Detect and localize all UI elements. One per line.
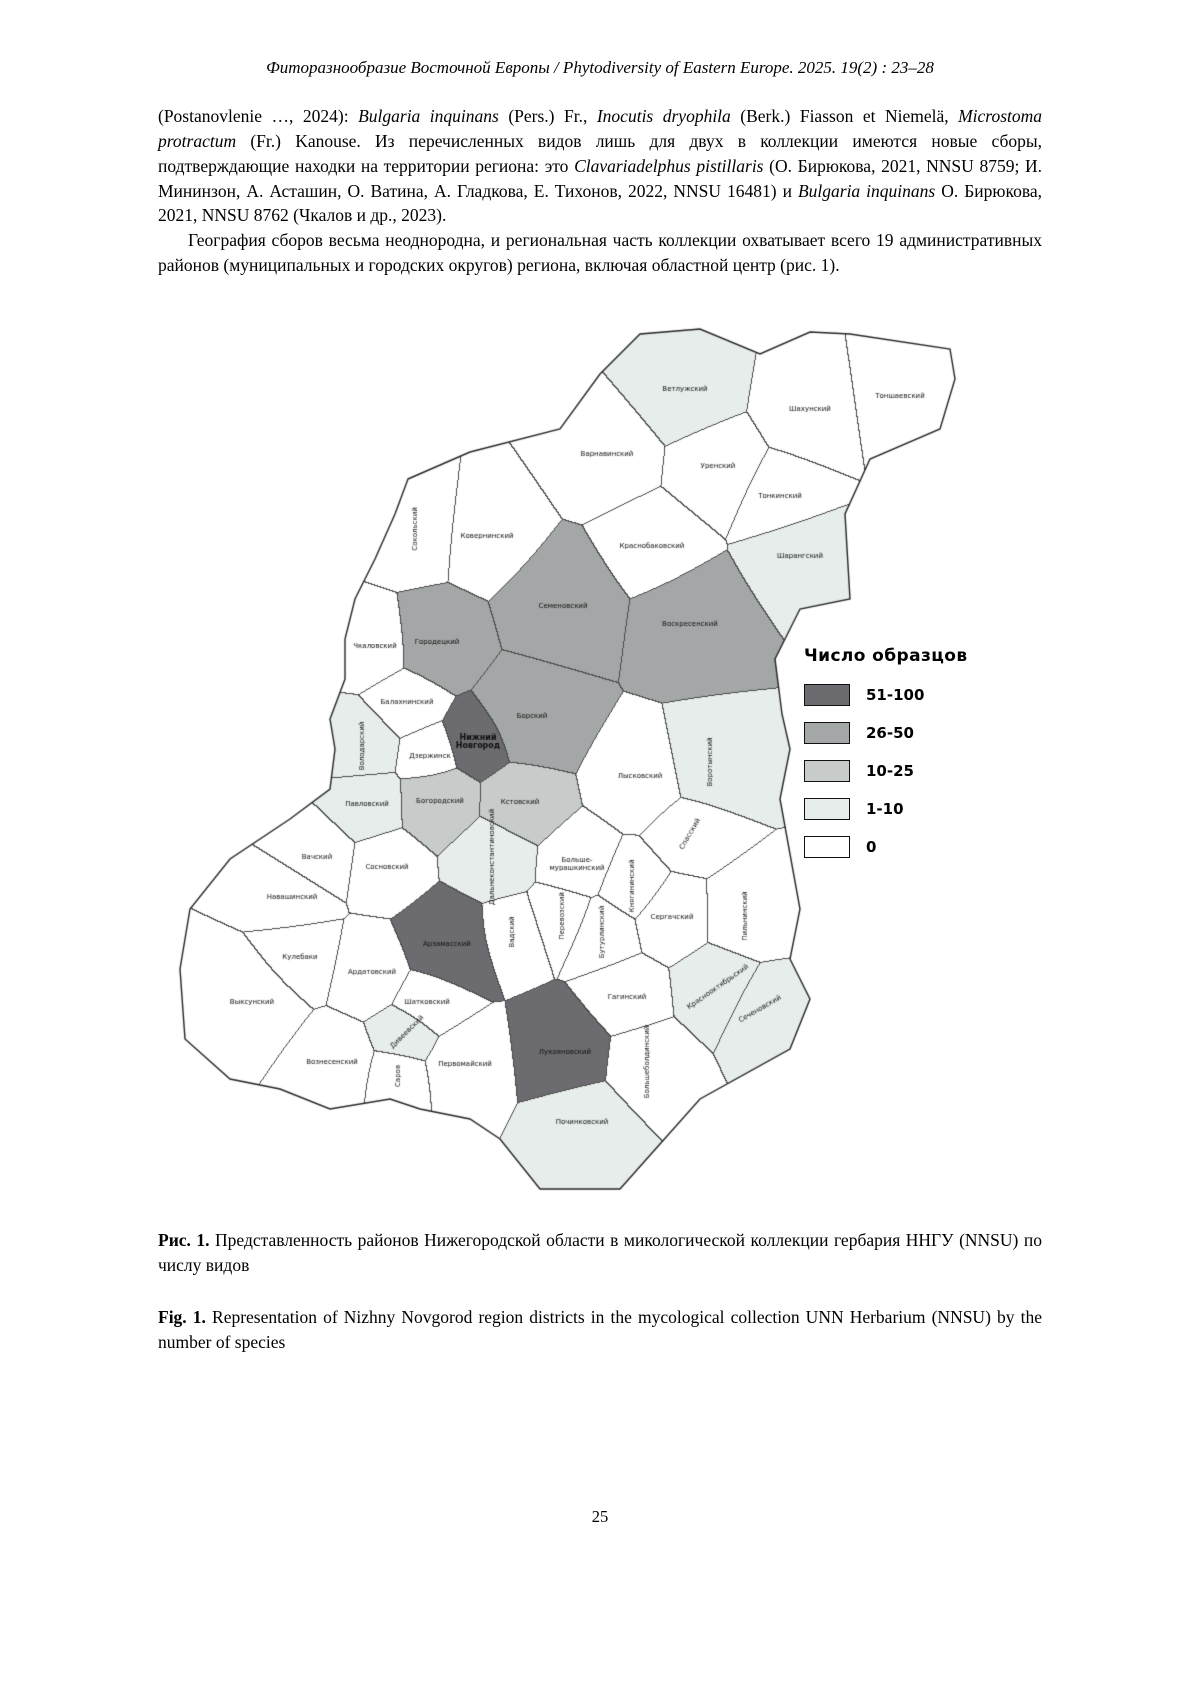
legend-swatch-0 — [804, 836, 850, 858]
text-segment: (Fr.) Kanouse. Из перечисленных видов лишь для двух в коллекции имеются новые сборы, подтверждающие находки на территории региона: это — [158, 130, 1042, 176]
figure-district-map — [0, 314, 1200, 1204]
body-text-block — [158, 104, 1042, 278]
legend-title: Число образцов — [804, 645, 968, 666]
text-segment: Representation of Nizhny Novgorod region districts in the mycological collection UNN Herbarium (NNSU) by the number of species — [158, 1306, 1042, 1353]
caption-label: Рис. 1. — [158, 1229, 216, 1250]
figure-caption-ru — [158, 1228, 1042, 1279]
legend-swatch-10-25 — [804, 760, 850, 782]
journal-header: Фиторазнообразие Восточной Европы / Phytodiversity of Eastern Europe. 2025. 19(2) : 23–28 — [266, 58, 934, 77]
legend-swatch-26-50 — [804, 722, 850, 744]
legend-row — [804, 836, 1039, 858]
legend-row — [804, 760, 1039, 782]
paragraph-1 — [158, 104, 1042, 228]
legend-label: 10-25 — [866, 761, 914, 780]
legend-swatch-1-10 — [804, 798, 850, 820]
map-legend — [800, 644, 1043, 876]
paragraph-2 — [158, 228, 1042, 278]
text-segment: (Postanovlenie …, 2024): — [158, 106, 359, 126]
text-segment: (Pers.) Fr., — [498, 106, 597, 126]
text-segment: География сборов весьма неоднородна, и региональная часть коллекции охватывает всего 19 административных районов (муниципальных и городских округов) региона, включая областной центр (рис. 1). — [158, 230, 1042, 276]
species-name: Inocutis dryophila — [596, 106, 731, 126]
species-name: Clavariadelphus pistillaris — [574, 155, 764, 176]
legend-row — [804, 798, 1039, 820]
species-name: Bulgaria inquinans — [358, 106, 499, 126]
figure-caption-en — [158, 1305, 1042, 1356]
text-segment: (Berk.) Fiasson et Niemelä, — [730, 106, 959, 126]
caption-label: Fig. 1. — [158, 1306, 213, 1327]
legend-row — [804, 722, 1039, 744]
legend-label: 26-50 — [866, 723, 914, 742]
text-segment: Представленность районов Нижегородской области в микологической коллекции гербария ННГУ (NNSU) по числу видов — [158, 1229, 1042, 1276]
legend-row — [804, 684, 1039, 706]
species-name: Microstoma protractum — [158, 106, 1043, 151]
legend-label: 51-100 — [866, 685, 925, 704]
legend-label: 0 — [866, 837, 877, 856]
legend-label: 1-10 — [866, 799, 904, 818]
legend-swatch-51-100 — [804, 684, 850, 706]
text-segment: О. Бирюкова, 2021, NNSU 8762 (Чкалов и др., 2023). — [158, 180, 1042, 226]
text-segment: (О. Бирюкова, 2021, NNSU 8759; И. Мининзон, А. Асташин, О. Ватина, А. Гладкова, Е. Тихонов, 2022, NNSU 16481) и — [158, 155, 1043, 201]
page-number: 25 — [591, 1507, 609, 1526]
species-name: Bulgaria inquinans — [797, 180, 936, 201]
